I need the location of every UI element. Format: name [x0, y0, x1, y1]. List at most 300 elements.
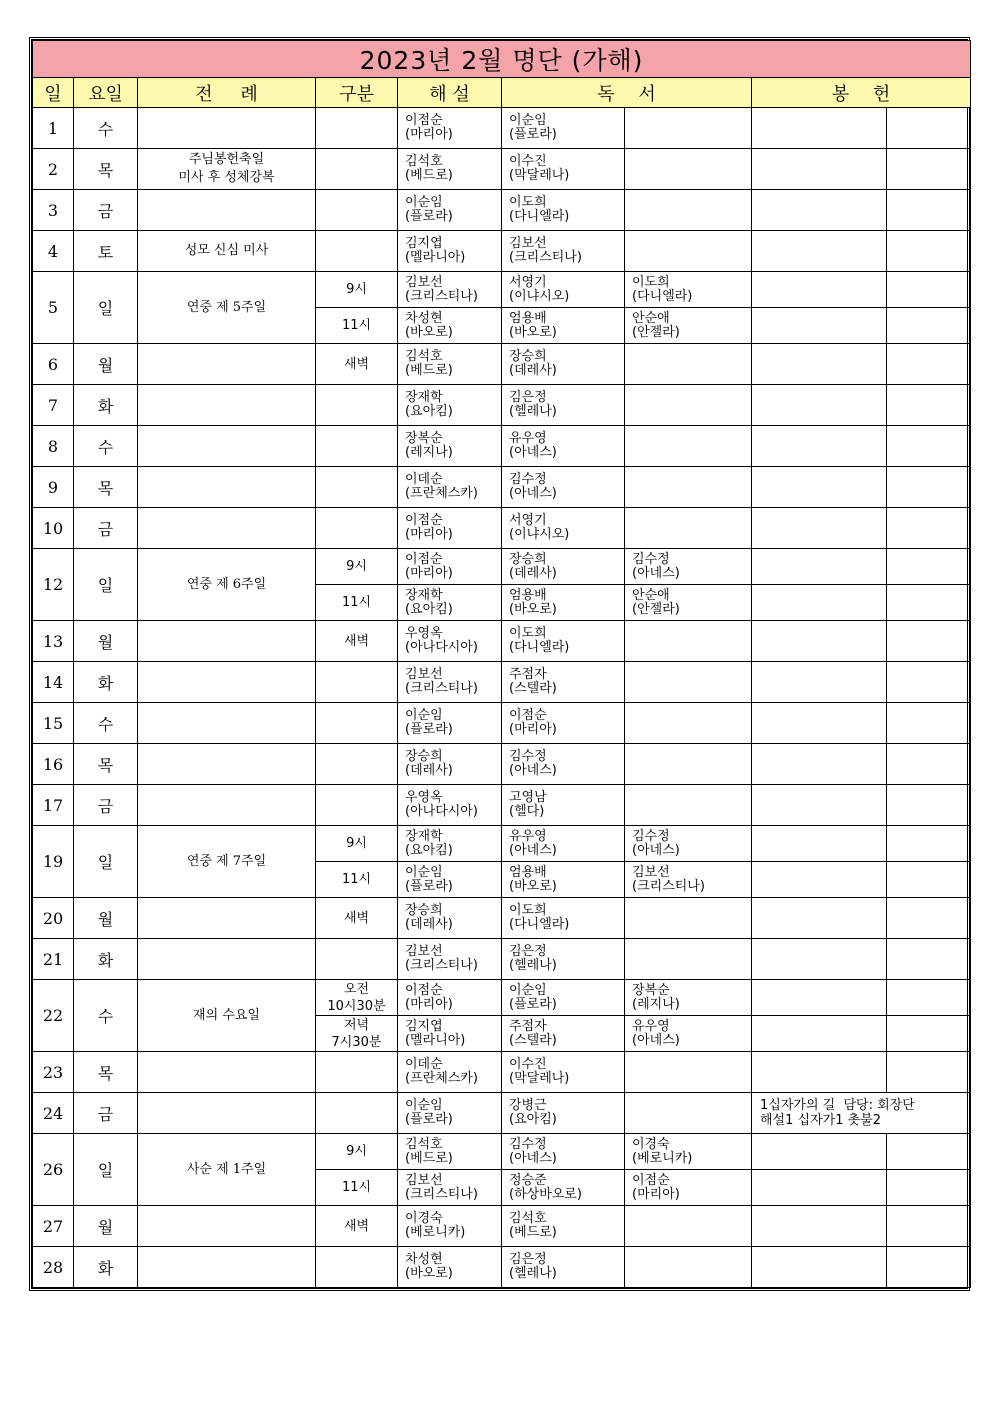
- commentary-reader: [398, 785, 502, 826]
- baptismal-name: (다니엘라): [632, 288, 693, 304]
- table-row: [33, 508, 971, 549]
- page-title: 2023년 2월 명단 (가해): [33, 41, 971, 78]
- baptismal-name: (아네스): [509, 1150, 557, 1166]
- baptismal-name: (아네스): [509, 486, 557, 501]
- baptismal-name: (헬레나): [509, 1266, 557, 1281]
- reading-1: [502, 190, 625, 231]
- offering-2: [887, 385, 971, 426]
- offering-2: [887, 426, 971, 467]
- baptismal-name: (다니엘라): [509, 640, 570, 655]
- commentary-reader: [398, 272, 502, 308]
- table-row: [33, 1247, 971, 1288]
- reading-1: [502, 149, 625, 190]
- liturgy: [138, 344, 316, 385]
- offering-1: [752, 1016, 887, 1052]
- table-row: [33, 785, 971, 826]
- reading-1: [502, 621, 625, 662]
- baptismal-name: (베드로): [405, 168, 453, 183]
- person-name: 이경숙: [405, 1211, 443, 1226]
- baptismal-name: (바오로): [509, 878, 557, 894]
- offering-2: [887, 1170, 971, 1206]
- baptismal-name: (데레사): [509, 363, 557, 378]
- offering-note: 1십자가의 길 담당: 회장단 해설1 십자가1 촛불2: [752, 1093, 971, 1134]
- offering-2: [887, 1016, 971, 1052]
- day-number: 23: [33, 1052, 74, 1093]
- person-name: 주점자: [509, 1018, 547, 1034]
- day-number: 4: [33, 231, 74, 272]
- reading-2: [625, 149, 752, 190]
- reading-1: [502, 385, 625, 426]
- liturgy: [138, 898, 316, 939]
- person-name: 장복순: [405, 431, 443, 446]
- division: 11시: [316, 1170, 398, 1206]
- weekday: 목: [74, 744, 138, 785]
- commentary-reader: [398, 190, 502, 231]
- person-name: 정승준: [509, 1172, 547, 1188]
- reading-1: [502, 662, 625, 703]
- liturgy: [138, 1052, 316, 1093]
- liturgy: 사순 제 1주일: [138, 1134, 316, 1206]
- baptismal-name: (데레사): [405, 917, 453, 932]
- baptismal-name: (플로라): [405, 209, 453, 224]
- offering-1: [752, 585, 887, 621]
- offering-2: [887, 862, 971, 898]
- offering-1: [752, 1052, 887, 1093]
- day-number: 3: [33, 190, 74, 231]
- baptismal-name: (크리스티나): [405, 1186, 478, 1202]
- baptismal-name: (데레사): [509, 565, 557, 581]
- baptismal-name: (크리스티나): [632, 878, 705, 894]
- weekday: 화: [74, 939, 138, 980]
- baptismal-name: (베드로): [509, 1225, 557, 1240]
- header-day: 일: [33, 78, 74, 108]
- person-name: 우영옥: [405, 790, 443, 805]
- division: [316, 508, 398, 549]
- offering-1: [752, 344, 887, 385]
- commentary-reader: [398, 862, 502, 898]
- person-name: 김보선: [405, 667, 443, 682]
- person-name: 유우영: [632, 1018, 670, 1034]
- person-name: 이순임: [405, 708, 443, 723]
- weekday: 일: [74, 826, 138, 898]
- offering-1: [752, 862, 887, 898]
- reading-2: [625, 1247, 752, 1288]
- person-name: 장복순: [632, 982, 670, 998]
- division: [316, 190, 398, 231]
- person-name: 이점순: [632, 1172, 670, 1188]
- offering-1: [752, 898, 887, 939]
- person-name: 이점순: [509, 708, 547, 723]
- reading-2: [625, 1206, 752, 1247]
- liturgy: 주님봉헌축일 미사 후 성체강복: [138, 149, 316, 190]
- table-row: [33, 1052, 971, 1093]
- baptismal-name: (요아킴): [405, 842, 453, 858]
- weekday: 수: [74, 703, 138, 744]
- baptismal-name: (프란체스카): [405, 486, 478, 501]
- offering-1: [752, 1134, 887, 1170]
- baptismal-name: (헬레나): [509, 404, 557, 419]
- division: [316, 1093, 398, 1134]
- commentary-reader: [398, 662, 502, 703]
- commentary-reader: [398, 1206, 502, 1247]
- table-row: [33, 426, 971, 467]
- offering-2: [887, 149, 971, 190]
- offering-2: [887, 467, 971, 508]
- baptismal-name: (멜라니아): [405, 250, 466, 265]
- person-name: 이순임: [509, 982, 547, 998]
- person-name: 안순애: [632, 587, 670, 603]
- weekday: 금: [74, 785, 138, 826]
- day-number: 17: [33, 785, 74, 826]
- reading-2: [625, 939, 752, 980]
- baptismal-name: (프란체스카): [405, 1071, 478, 1086]
- person-name: 이순임: [405, 864, 443, 880]
- person-name: 김지엽: [405, 236, 443, 251]
- offering-1: [752, 426, 887, 467]
- person-name: 서영기: [509, 274, 547, 290]
- division: [316, 703, 398, 744]
- reading-1: [502, 826, 625, 862]
- reading-1: [502, 426, 625, 467]
- reading-2: [625, 508, 752, 549]
- liturgy: [138, 1247, 316, 1288]
- day-number: 2: [33, 149, 74, 190]
- baptismal-name: (멜라니아): [405, 1032, 466, 1048]
- liturgy: [138, 385, 316, 426]
- reading-2: [625, 344, 752, 385]
- commentary-reader: [398, 308, 502, 344]
- baptismal-name: (이냐시오): [509, 288, 570, 304]
- reading-1: [502, 939, 625, 980]
- liturgy: [138, 621, 316, 662]
- offering-2: [887, 308, 971, 344]
- person-name: 이순임: [405, 1098, 443, 1113]
- day-number: 16: [33, 744, 74, 785]
- baptismal-name: (하상바오로): [509, 1186, 582, 1202]
- reading-2: [625, 826, 752, 862]
- liturgy: [138, 1093, 316, 1134]
- offering-1: [752, 508, 887, 549]
- offering-1: [752, 108, 887, 149]
- person-name: 이점순: [405, 513, 443, 528]
- day-number: 9: [33, 467, 74, 508]
- reading-2: [625, 785, 752, 826]
- liturgy: 연중 제 7주일: [138, 826, 316, 898]
- offering-2: [887, 744, 971, 785]
- table-row: [33, 662, 971, 703]
- division: 11시: [316, 585, 398, 621]
- reading-1: [502, 308, 625, 344]
- reading-1: [502, 744, 625, 785]
- header-division: 구분: [316, 78, 398, 108]
- offering-2: [887, 344, 971, 385]
- division: 11시: [316, 308, 398, 344]
- baptismal-name: (요아킴): [405, 404, 453, 419]
- offering-1: [752, 662, 887, 703]
- reading-2: [625, 1016, 752, 1052]
- person-name: 이점순: [405, 551, 443, 567]
- person-name: 이도희: [632, 274, 670, 290]
- baptismal-name: (아네스): [632, 1032, 680, 1048]
- division: 11시: [316, 862, 398, 898]
- reading-2: [625, 1052, 752, 1093]
- division: 새벽: [316, 621, 398, 662]
- person-name: 김은정: [509, 390, 547, 405]
- person-name: 장재학: [405, 828, 443, 844]
- weekday: 화: [74, 385, 138, 426]
- reading-1: [502, 508, 625, 549]
- header-reading: 독 서: [502, 78, 752, 108]
- person-name: 이도희: [509, 195, 547, 210]
- person-name: 김석호: [405, 349, 443, 364]
- offering-2: [887, 980, 971, 1016]
- reading-2: [625, 1093, 752, 1134]
- person-name: 김보선: [632, 864, 670, 880]
- offering-2: [887, 190, 971, 231]
- offering-2: [887, 1052, 971, 1093]
- baptismal-name: (바오로): [509, 601, 557, 617]
- liturgy: [138, 190, 316, 231]
- offering-2: [887, 785, 971, 826]
- reading-2: [625, 862, 752, 898]
- table-row: [33, 467, 971, 508]
- commentary-reader: [398, 549, 502, 585]
- reading-2: [625, 426, 752, 467]
- day-number: 28: [33, 1247, 74, 1288]
- person-name: 김보선: [405, 1172, 443, 1188]
- commentary-reader: [398, 1134, 502, 1170]
- person-name: 김보선: [405, 944, 443, 959]
- commentary-reader: [398, 1093, 502, 1134]
- baptismal-name: (아네스): [509, 842, 557, 858]
- commentary-reader: [398, 1247, 502, 1288]
- commentary-reader: [398, 344, 502, 385]
- reading-2: [625, 385, 752, 426]
- baptismal-name: (마리아): [405, 996, 453, 1012]
- division: [316, 662, 398, 703]
- weekday: 월: [74, 898, 138, 939]
- reading-1: [502, 231, 625, 272]
- table-row: [33, 108, 971, 149]
- person-name: 김은정: [509, 1252, 547, 1267]
- commentary-reader: [398, 231, 502, 272]
- person-name: 엄용배: [509, 310, 547, 326]
- reading-1: [502, 980, 625, 1016]
- person-name: 이데순: [405, 472, 443, 487]
- person-name: 안순애: [632, 310, 670, 326]
- commentary-reader: [398, 939, 502, 980]
- person-name: 이수진: [509, 154, 547, 169]
- table-row: [33, 939, 971, 980]
- reading-1: [502, 862, 625, 898]
- commentary-reader: [398, 508, 502, 549]
- commentary-reader: [398, 703, 502, 744]
- offering-2: [887, 621, 971, 662]
- baptismal-name: (마리아): [509, 722, 557, 737]
- reading-2: [625, 1170, 752, 1206]
- person-name: 김수정: [509, 749, 547, 764]
- baptismal-name: (아나다시아): [405, 804, 478, 819]
- reading-1: [502, 703, 625, 744]
- person-name: 이도희: [509, 903, 547, 918]
- commentary-reader: [398, 1170, 502, 1206]
- liturgy: [138, 662, 316, 703]
- day-number: 6: [33, 344, 74, 385]
- baptismal-name: (요아킴): [509, 1112, 557, 1127]
- offering-2: [887, 508, 971, 549]
- commentary-reader: [398, 426, 502, 467]
- baptismal-name: (아나다시아): [405, 640, 478, 655]
- offering-1: [752, 826, 887, 862]
- baptismal-name: (바오로): [405, 1266, 453, 1281]
- reading-2: [625, 467, 752, 508]
- liturgy: [138, 744, 316, 785]
- liturgy: 연중 제 5주일: [138, 272, 316, 344]
- reading-2: [625, 662, 752, 703]
- offering-1: [752, 308, 887, 344]
- day-number: 24: [33, 1093, 74, 1134]
- person-name: 서영기: [509, 513, 547, 528]
- offering-1: [752, 1247, 887, 1288]
- division: 새벽: [316, 898, 398, 939]
- offering-2: [887, 1134, 971, 1170]
- baptismal-name: (다니엘라): [509, 917, 570, 932]
- weekday: 토: [74, 231, 138, 272]
- weekday: 금: [74, 190, 138, 231]
- division: [316, 1247, 398, 1288]
- person-name: 고영남: [509, 790, 547, 805]
- person-name: 주점자: [509, 667, 547, 682]
- person-name: 김보선: [405, 274, 443, 290]
- table-row: [33, 980, 971, 1016]
- reading-1: [502, 898, 625, 939]
- person-name: 장승희: [405, 749, 443, 764]
- person-name: 이수진: [509, 1057, 547, 1072]
- table-row: [33, 744, 971, 785]
- liturgy: [138, 108, 316, 149]
- offering-2: [887, 939, 971, 980]
- baptismal-name: (베로니카): [632, 1150, 693, 1166]
- division: [316, 385, 398, 426]
- weekday: 금: [74, 1093, 138, 1134]
- division: 저녁 7시30분: [316, 1016, 398, 1052]
- baptismal-name: (막달레나): [509, 168, 570, 183]
- liturgy: 연중 제 6주일: [138, 549, 316, 621]
- weekday: 일: [74, 549, 138, 621]
- reading-2: [625, 621, 752, 662]
- day-number: 14: [33, 662, 74, 703]
- division: [316, 467, 398, 508]
- reading-2: [625, 744, 752, 785]
- person-name: 장승희: [509, 349, 547, 364]
- table-row: [33, 385, 971, 426]
- commentary-reader: [398, 385, 502, 426]
- reading-2: [625, 898, 752, 939]
- person-name: 이순임: [405, 195, 443, 210]
- division: [316, 744, 398, 785]
- baptismal-name: (다니엘라): [509, 209, 570, 224]
- division: [316, 149, 398, 190]
- baptismal-name: (아네스): [632, 565, 680, 581]
- day-number: 8: [33, 426, 74, 467]
- baptismal-name: (크리스티나): [405, 958, 478, 973]
- baptismal-name: (플로라): [509, 127, 557, 142]
- liturgy: 재의 수요일: [138, 980, 316, 1052]
- commentary-reader: [398, 467, 502, 508]
- offering-1: [752, 1206, 887, 1247]
- reading-1: [502, 585, 625, 621]
- reading-1: [502, 272, 625, 308]
- person-name: 우영옥: [405, 626, 443, 641]
- day-number: 15: [33, 703, 74, 744]
- baptismal-name: (크리스티나): [405, 681, 478, 696]
- table-row: [33, 1093, 971, 1134]
- liturgy: [138, 426, 316, 467]
- reading-2: [625, 1134, 752, 1170]
- offering-1: [752, 231, 887, 272]
- division: 오전 10시30분: [316, 980, 398, 1016]
- person-name: 강병근: [509, 1098, 547, 1113]
- reading-2: [625, 272, 752, 308]
- day-number: 21: [33, 939, 74, 980]
- table-row: [33, 898, 971, 939]
- reading-1: [502, 1052, 625, 1093]
- offering-2: [887, 826, 971, 862]
- day-number: 5: [33, 272, 74, 344]
- reading-2: [625, 549, 752, 585]
- person-name: 장승희: [405, 903, 443, 918]
- day-number: 7: [33, 385, 74, 426]
- reading-1: [502, 1247, 625, 1288]
- liturgy: 성모 신심 미사: [138, 231, 316, 272]
- baptismal-name: (마리아): [405, 565, 453, 581]
- offering-1: [752, 785, 887, 826]
- baptismal-name: (바오로): [509, 324, 557, 340]
- reading-1: [502, 1206, 625, 1247]
- baptismal-name: (레지나): [632, 996, 680, 1012]
- baptismal-name: (막달레나): [509, 1071, 570, 1086]
- offering-1: [752, 385, 887, 426]
- offering-1: [752, 549, 887, 585]
- reading-2: [625, 231, 752, 272]
- person-name: 차성현: [405, 310, 443, 326]
- division: [316, 426, 398, 467]
- offering-2: [887, 1206, 971, 1247]
- division: [316, 939, 398, 980]
- day-number: 10: [33, 508, 74, 549]
- schedule-sheet: [29, 37, 970, 1291]
- person-name: 김석호: [509, 1211, 547, 1226]
- schedule-table: [32, 40, 971, 1288]
- offering-1: [752, 980, 887, 1016]
- reading-2: [625, 308, 752, 344]
- person-name: 김수정: [632, 551, 670, 567]
- person-name: 김지엽: [405, 1018, 443, 1034]
- offering-1: [752, 190, 887, 231]
- reading-1: [502, 785, 625, 826]
- day-number: 22: [33, 980, 74, 1052]
- table-row: [33, 549, 971, 585]
- header-commentary: 해 설: [398, 78, 502, 108]
- person-name: 장재학: [405, 390, 443, 405]
- person-name: 이점순: [405, 982, 443, 998]
- baptismal-name: (이냐시오): [509, 527, 570, 542]
- liturgy: [138, 467, 316, 508]
- weekday: 월: [74, 621, 138, 662]
- person-name: 이데순: [405, 1057, 443, 1072]
- baptismal-name: (헬레나): [509, 958, 557, 973]
- baptismal-name: (아네스): [632, 842, 680, 858]
